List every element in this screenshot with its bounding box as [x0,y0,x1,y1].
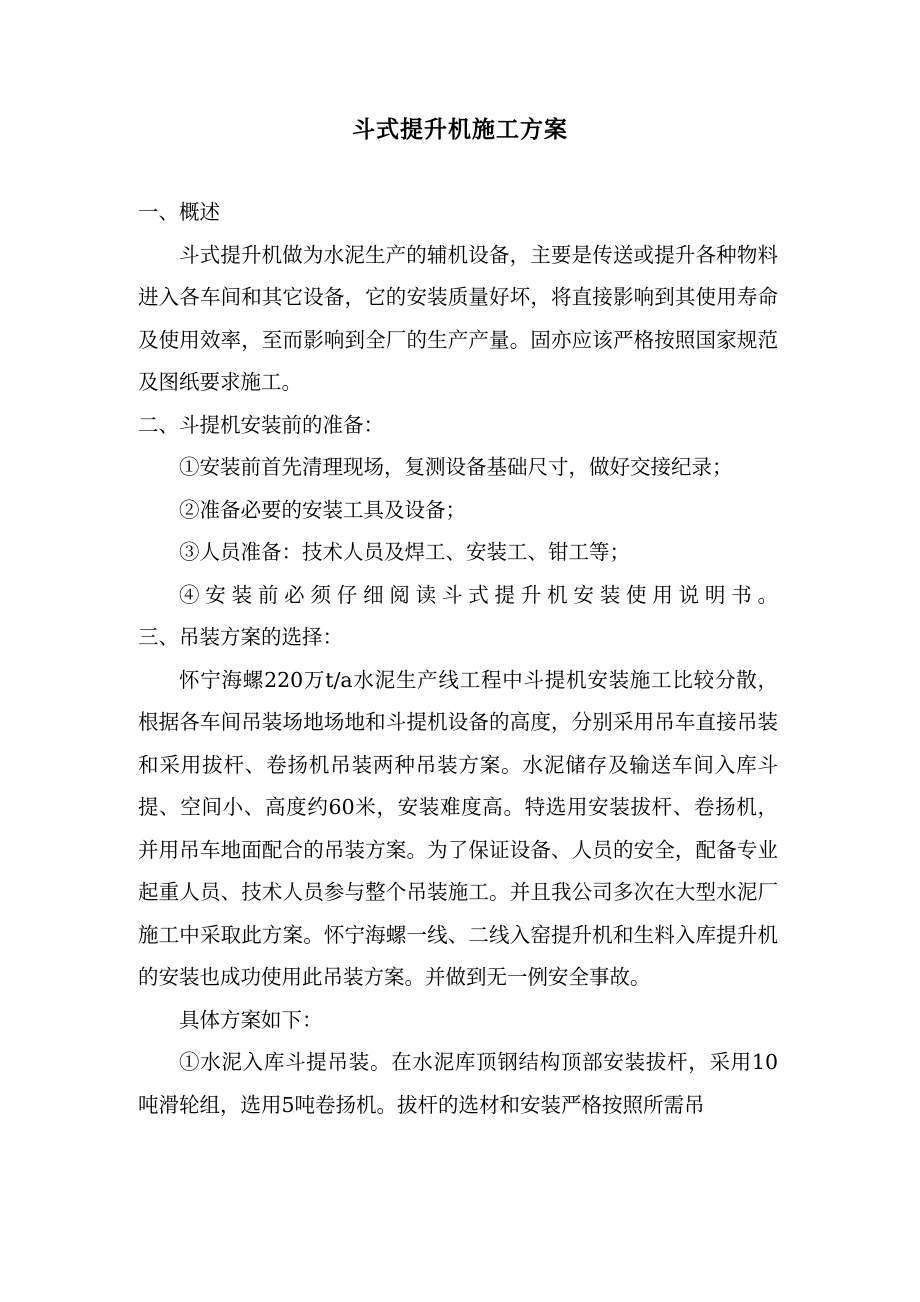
prep-item-3: ③人员准备：技术人员及焊工、安装工、钳工等； [179,540,630,564]
prep-item-1: ①安装前首先清理现场，复测设备基础尺寸，做好交接纪录； [179,455,733,479]
section-1-heading: 一、概述 [138,200,220,224]
section-1-paragraph: 斗式提升机做为水泥生产的辅机设备，主要是传送或提升各种物料进入各车间和其它设备，它的安装质量好坏，将直接影响到其使用寿命及使用效率，至而影响到全厂的生产产量。固亦应该严格按照国家规范及图纸要求施工。 [138,242,778,394]
section-3-heading: 三、吊装方案的选择： [138,625,343,649]
document-body [138,191,778,1126]
document-title: 斗式提升机施工方案 [352,116,568,143]
plan-item-1: ①水泥入库斗提吊装。在水泥库顶钢结构顶部安装拔杆，采用10吨滑轮组，选用5吨卷扬机。拔杆的选材和安装严格按照所需吊 [138,1050,778,1117]
section-2-heading: 二、斗提机安装前的准备： [138,412,384,437]
section-3-paragraph: 怀宁海螺220万t/a水泥生产线工程中斗提机安装施工比较分散，根据各车间吊装场地场地和斗提机设备的高度，分别采用吊车直接吊装和采用拔杆、卷扬机吊装两种吊装方案。水泥储存及输送车间入库斗提、空间小、高度约60米，安装难度高。特选用安装拔杆、卷扬机，并用吊车地面配合的吊装方案。为了保证设备、人员的安全，配备专业起重人员、技术人员参与整个吊装施工。并且我公司多次在大型水泥厂施工中采取此方案。怀宁海螺一线、二线入窑提升机和生料入库提升机的安装也成功使用此吊装方案。并做到无一例安全事故。 [138,667,778,989]
prep-item-2: ②准备必要的安装工具及设备； [179,497,466,522]
plan-intro: 具体方案如下： [179,1007,323,1032]
prep-item-4: ④安装前必须仔细阅读斗式提升机安装使用说明书。 [179,582,778,607]
